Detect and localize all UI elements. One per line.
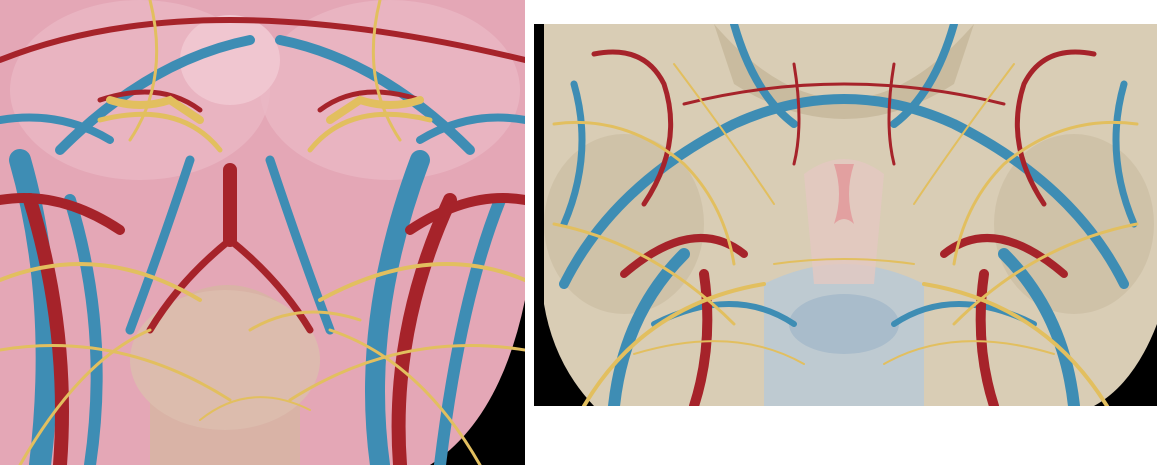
right-anatomy-illustration xyxy=(534,24,1157,406)
anatomy-panel-right xyxy=(534,24,1157,406)
left-anatomy-illustration xyxy=(0,0,525,465)
vertebral-body xyxy=(789,294,899,354)
anatomy-panel-left xyxy=(0,0,525,465)
